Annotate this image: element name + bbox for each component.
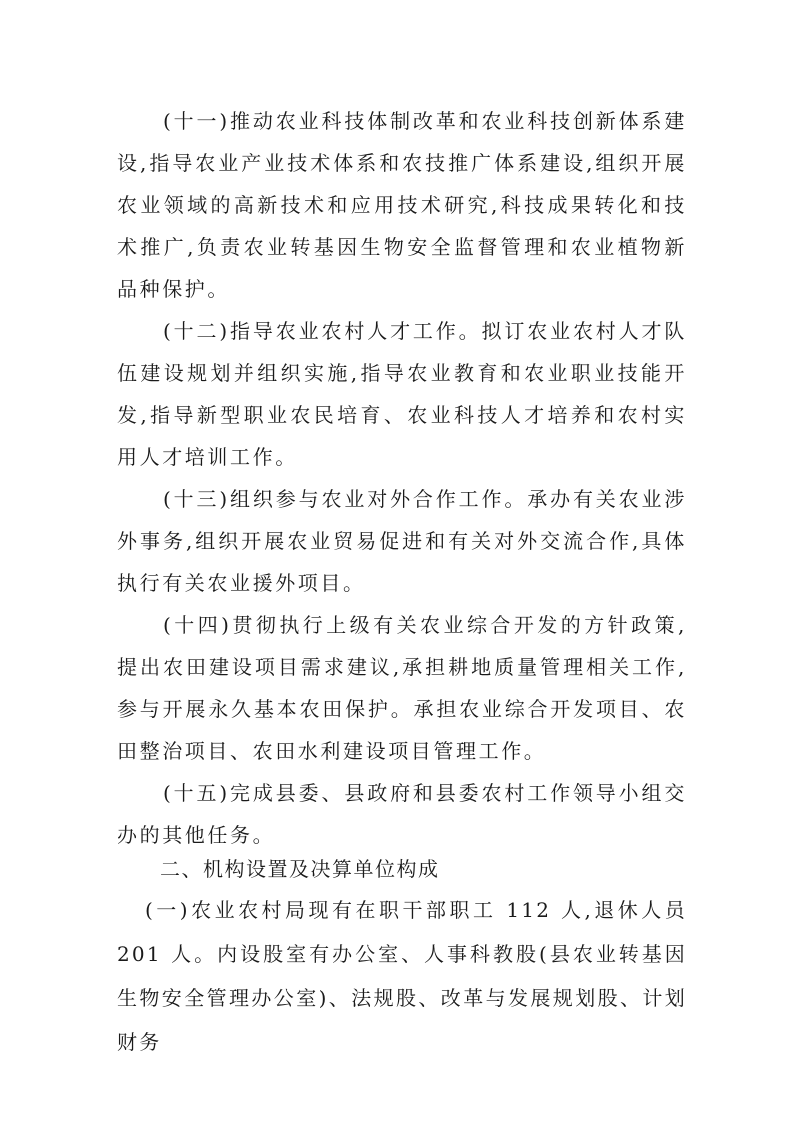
- section-paragraph: (一)农业农村局现有在职干部职工 112 人,退休人员 201 人。内设股室有办公室、人事科教股(县农业转基因生物安全管理办公室)、法规股、改革与发展规划股、计划财务: [117, 898, 687, 1054]
- paragraph-item-12: (十二)指导农业农村人才工作。拟订农业农村人才队伍建设规划并组织实施,指导农业教育和农业职业技能开发,指导新型职业农民培育、农业科技人才培养和农村实用人才培训工作。: [117, 319, 687, 469]
- paragraph-item-11: (十一)推动农业科技体制改革和农业科技创新体系建设,指导农业产业技术体系和农技推广体系建设,组织开展农业领域的高新技术和应用技术研究,科技成果转化和技术推广,负责农业转基因生物安全监督管理和农业植物新品种保护。: [117, 109, 687, 301]
- paragraph-item-13: (十三)组织参与农业对外合作工作。承办有关农业涉外事务,组织开展农业贸易促进和有关对外交流合作,具体执行有关农业援外项目。: [117, 487, 687, 595]
- section-heading: 二、机构设置及决算单位构成: [160, 857, 440, 881]
- paragraph-item-15: (十五)完成县委、县政府和县委农村工作领导小组交办的其他任务。: [117, 781, 687, 847]
- paragraph-item-14: (十四)贯彻执行上级有关农业综合开发的方针政策,提出农田建设项目需求建议,承担耕地质量管理相关工作,参与开展永久基本农田保护。承担农业综合开发项目、农田整治项目、农田水利建设项目管理工作。: [117, 613, 687, 763]
